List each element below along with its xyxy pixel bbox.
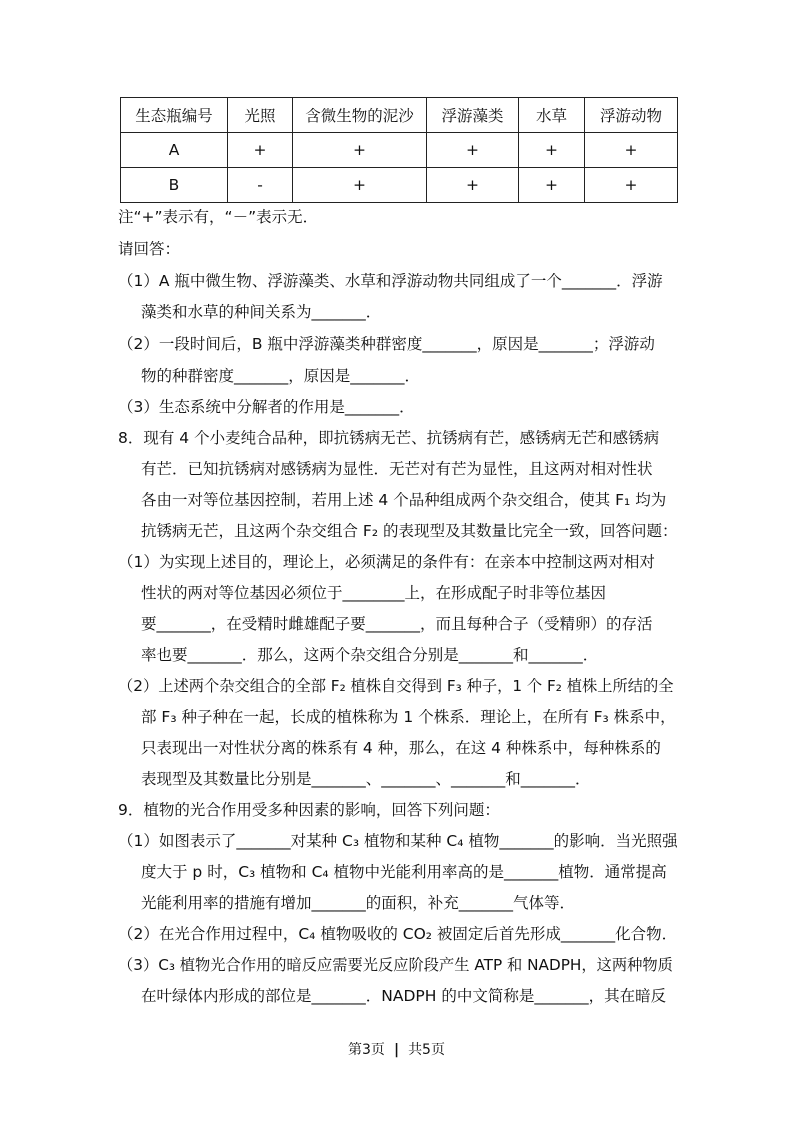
q8-part2-line2: 部 F₃ 种子种在一起，长成的植株称为 1 个株系．理论上，在所有 F₃ 株系中， — [141, 708, 676, 726]
q9-part3-line2: 在叶绿体内形成的部位是_______．NADPH 的中文简称是_______，其在暗反 — [141, 987, 667, 1005]
q9-part1-line3: 光能利用率的措施有增加_______的面积，补充_______气体等． — [141, 894, 576, 912]
q8-stem-line4: 抗锈病无芒，且这两个杂交组合 F₂ 的表现型及其数量比完全一致，回答问题： — [141, 522, 678, 540]
table-cell: + — [519, 168, 585, 203]
table-cell: - — [228, 168, 293, 203]
table-cell: + — [293, 133, 427, 168]
q7-part2-line2: 物的种群密度_______，原因是_______． — [141, 367, 421, 385]
table-cell: A — [121, 133, 228, 168]
table-header-cell: 浮游动物 — [585, 98, 678, 133]
table-cell: + — [519, 133, 585, 168]
q7-part3-line1: （3）生态系统中分解者的作用是_______． — [118, 398, 415, 416]
answer-prompt: 请回答： — [118, 240, 181, 258]
q8-part1-line3: 要_______，在受精时雌雄配子要_______，而且每种合子（受精卵）的存活 — [141, 615, 653, 633]
q9-part3-line1: （3）C₃ 植物光合作用的暗反应需要光反应阶段产生 ATP 和 NADPH，这两种物质 — [118, 956, 673, 974]
table-note: 注“+”表示有，“－”表示无． — [118, 208, 319, 226]
table-cell: + — [585, 168, 678, 203]
table-cell: + — [585, 133, 678, 168]
footer-separator: | — [393, 1042, 400, 1058]
ecosystem-bottle-table — [120, 97, 678, 203]
q8-stem-line3: 各由一对等位基因控制，若用上述 4 个品种组成两个杂交组合，使其 F₁ 均为 — [141, 491, 667, 509]
table-header-cell: 光照 — [228, 98, 293, 133]
page-total: 共5页 — [408, 1042, 445, 1058]
q7-part1-line2: 藻类和水草的种间关系为_______． — [141, 303, 382, 321]
table-cell: + — [427, 133, 519, 168]
q8-part1-line2: 性状的两对等位基因必须位于________上，在形成配子时非等位基因 — [141, 584, 607, 602]
q8-stem-line1: 8．现有 4 个小麦纯合品种，即抗锈病无芒、抗锈病有芒，感锈病无芒和感锈病 — [118, 429, 660, 447]
q8-part2-line4: 表现型及其数量比分别是_______、_______、_______和_______． — [141, 770, 591, 788]
table-cell: + — [293, 168, 427, 203]
table-header-cell: 含微生物的泥沙 — [293, 98, 427, 133]
q8-part2-line3: 只表现出一对性状分离的株系有 4 种，那么，在这 4 种株系中，每种株系的 — [141, 739, 661, 757]
q8-part2-line1: （2）上述两个杂交组合的全部 F₂ 植株自交得到 F₃ 种子，1 个 F₂ 植株上所结的全 — [118, 677, 674, 695]
q8-part1-line1: （1）为实现上述目的，理论上，必须满足的条件有：在亲本中控制这两对相对 — [118, 553, 655, 571]
table-header-cell: 浮游藻类 — [427, 98, 519, 133]
q7-part2-line1: （2）一段时间后，B 瓶中浮游藻类种群密度_______，原因是_______；浮游动 — [118, 335, 655, 353]
q9-part2-line1: （2）在光合作用过程中，C₄ 植物吸收的 CO₂ 被固定后首先形成_______化合物． — [118, 925, 678, 943]
table-header-row — [121, 98, 678, 133]
q9-stem-line1: 9．植物的光合作用受多种因素的影响，回答下列问题： — [118, 801, 500, 819]
table-row — [121, 168, 678, 203]
q8-part1-line4: 率也要_______．那么，这两个杂交组合分别是_______和_______． — [141, 646, 599, 664]
table-cell: + — [427, 168, 519, 203]
page-footer — [0, 1041, 793, 1059]
table-cell: B — [121, 168, 228, 203]
page-number: 第3页 — [348, 1042, 385, 1058]
table-header-cell: 水草 — [519, 98, 585, 133]
q7-part1-line1: （1）A 瓶中微生物、浮游藻类、水草和浮游动物共同组成了一个_______．浮游 — [118, 272, 663, 290]
q9-part1-line1: （1）如图表示了_______对某种 C₃ 植物和某种 C₄ 植物_______的影响．当光照强 — [118, 832, 678, 850]
table-row — [121, 133, 678, 168]
q8-stem-line2: 有芒．已知抗锈病对感锈病为显性．无芒对有芒为显性，且这两对相对性状 — [141, 460, 653, 478]
q9-part1-line2: 度大于 p 时，C₃ 植物和 C₄ 植物中光能利用率高的是_______植物．通常提高 — [141, 863, 667, 881]
table-cell: + — [228, 133, 293, 168]
table-header-cell: 生态瓶编号 — [121, 98, 228, 133]
